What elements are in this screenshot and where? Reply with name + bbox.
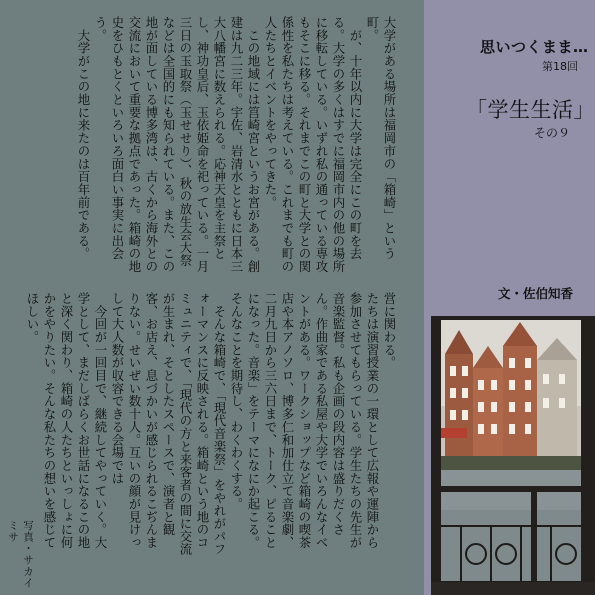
author-byline: 文・佐伯知香 (498, 286, 574, 301)
part-number: その９ (534, 126, 571, 140)
series-title: 思いつくまま… (480, 38, 589, 56)
photo-credit: 写真・サカイミサ (7, 520, 34, 589)
article-text-lower: 営に関わる。 たちは演習授業の一環として広報や運陣から参加させてもらっている。学生たちの先生が音楽監督。私も企画の段内容は盛りだくさん。作曲家である私屋や大学でいろんなイベントがある。ワークショップなど箱崎の喫茶店や本アノソロ、博多仁和加仕立て音楽劇、 二月九日から三六日まで、トーク、ピることになった。音楽」をテーマになにか起こる。そんなことを期待し、わくわくする。 そんな箱崎で、「現代音楽祭」をやれがパフォーマンスに反映される。箱崎という地のコミュニティで、「現代の方と来客者の間に交流が生まれ、そとしたスペースで、演者と観客、お店え、息づかいが感じられるこぢんまりない。せいぜい数十人。互いの顔が見けっして大人数が収容できる会場では 今回が一回目で、継続してやっていく。大学として、まだしばらくお世話になるこの地と深く関わり、箱崎の人たちといっしょに何かをやりたい。そんな私たちの想いを感じてほしい。 (25, 292, 397, 556)
article-text-upper: 大学がある場所は福岡市の「箱崎」という町。 が、十年以内に大学は完全にこの町を去る。大学の多くはすでに福岡市内の他の場所に移転している。いずれ私の通っている専攻もそこに移る。それまでこの町と大学との関係性を私たちは考えている。これまでも町の人たちとイベントをやってきた。 この地域には筥崎宮というお宮がある。創建は九二三年。宇佐、岩清水とともに日本三大八幡宮に数えられる。応神天皇を主祭とし、神功皇后、玉依姫命を祀っている。一月三日の玉取祭（玉せせり）、秋の放生会大祭などは全国的にも知られている。また、この地が面している博多湾は、古くから海外との交流において重要な拠点であった。箱崎の地史をひもとくといろいろ面白い事実に出会う。 大学がこの地に来たのは百年前である。 (76, 16, 397, 273)
episode-number: 第18回 (542, 60, 578, 73)
article-title: 「学生生活」 (466, 98, 595, 122)
canal-houses-photo (431, 316, 595, 595)
photo-illustration (431, 316, 595, 595)
